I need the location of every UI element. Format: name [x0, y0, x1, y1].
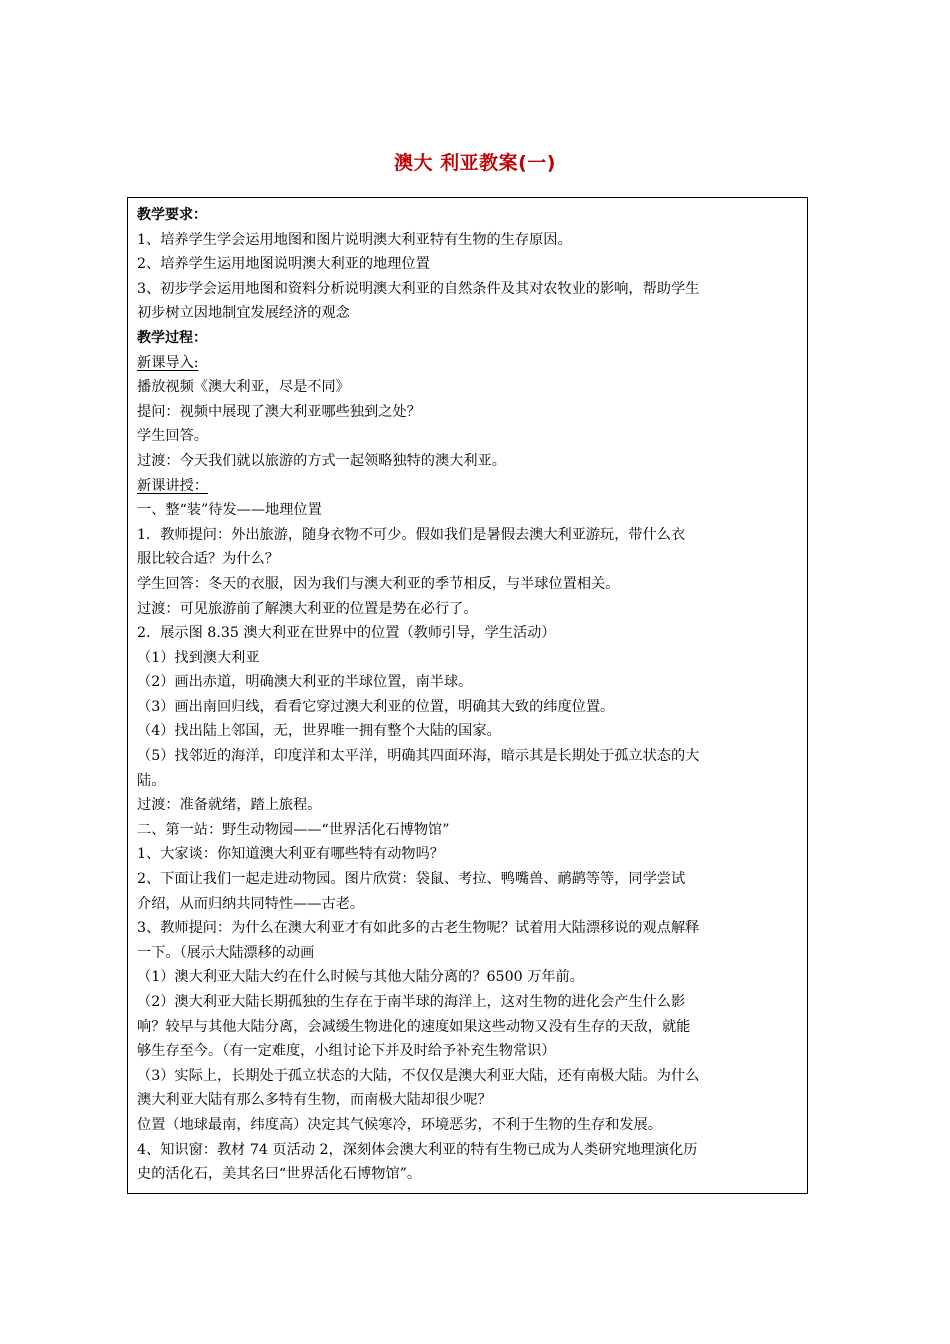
text-line-content: （2）澳大利亚大陆长期孤独的生存在于南半球的海洋上，这对生物的进化会产生什么影	[137, 994, 686, 1010]
text-line	[137, 1088, 798, 1113]
text-line	[137, 842, 798, 867]
text-line-content: 4、知识窗：教材 74 页活动 2，深刻体会澳大利亚的特有生物已成为人类研究地理演化历	[137, 1141, 698, 1158]
text-line-content: 学生回答。	[137, 428, 208, 445]
text-line-content: 过渡：可见旅游前了解澳大利亚的位置是势在必行了。	[137, 600, 478, 617]
text-line	[137, 375, 798, 400]
text-line-content: 位置（地球最南，纬度高）决定其气候寒冷，环境恶劣，不利于生物的生存和发展。	[137, 1116, 662, 1133]
text-line	[137, 1162, 798, 1187]
text-line	[137, 621, 798, 646]
document-title: 澳大 利亚教案(一)	[394, 152, 556, 174]
text-line	[137, 1015, 798, 1040]
text-line-content: 响？较早与其他大陆分离，会减缓生物进化的速度如果这些动物又没有生存的天敌，就能	[137, 1018, 691, 1035]
text-line-content: 教学过程：	[137, 329, 207, 346]
text-line-content: 3、初步学会运用地图和资料分析说明澳大利亚的自然条件及其对农牧业的影响，帮助学生	[137, 280, 700, 297]
text-line-content: （3）画出南回归线，看看它穿过澳大利亚的位置，明确其大致的纬度位置。	[137, 698, 615, 715]
text-line-content: 播放视频《澳大利亚，尽是不同》	[137, 379, 350, 396]
text-line	[137, 351, 798, 376]
text-line-content: （5）找邻近的海洋，印度洋和太平洋，明确其四面环海，暗示其是长期处于孤立状态的大	[137, 748, 700, 765]
text-line-content: 介绍，从而归纳共同特性——古老。	[137, 895, 365, 912]
text-line-content: 3、教师提问：为什么在澳大利亚才有如此多的古老生物呢？试着用大陆漂移说的观点解释	[137, 920, 700, 937]
text-line	[137, 744, 798, 769]
text-line	[137, 301, 798, 326]
text-line	[137, 719, 798, 744]
text-line-content: 过渡：今天我们就以旅游的方式一起领略独特的澳大利亚。	[137, 452, 506, 469]
text-line-content: （4）找出陆上邻国，无，世界唯一拥有整个大陆的国家。	[137, 723, 501, 740]
text-line-content: 二、第一站：野生动物园——“世界活化石博物馆”	[137, 821, 450, 838]
text-line-content: 新课讲授：	[137, 477, 208, 494]
text-line-content: 学生回答：冬天的衣服，因为我们与澳大利亚的季节相反，与半球位置相关。	[137, 575, 620, 592]
text-line-content: 教学要求：	[137, 207, 207, 223]
text-line	[137, 1064, 798, 1089]
text-line-content: （3）实际上，长期处于孤立状态的大陆，不仅仅是澳大利亚大陆，还有南极大陆。为什么	[137, 1067, 700, 1084]
text-line	[137, 867, 798, 892]
text-line	[137, 818, 798, 843]
text-line-content: 过渡：准备就绪，踏上旅程。	[137, 797, 322, 814]
text-line-content: 新课导入:	[137, 354, 199, 371]
text-line-content: 够生存至今。（有一定难度，小组讨论下并及时给予补充生物常识）	[137, 1043, 556, 1060]
text-line-content: 一下。（展示大陆漂移的动画	[137, 944, 315, 961]
text-line-content: 初步树立因地制宜发展经济的观念	[137, 305, 350, 322]
text-line	[137, 695, 798, 720]
text-line	[137, 941, 798, 966]
text-line	[137, 965, 798, 990]
text-line	[137, 646, 798, 671]
text-line	[137, 547, 798, 572]
text-line	[137, 892, 798, 917]
text-line	[137, 670, 798, 695]
text-line	[137, 597, 798, 622]
section-heading	[137, 203, 798, 228]
text-line-content: 2．展示图 8.35 澳大利亚在世界中的位置（教师引导，学生活动）	[137, 625, 556, 642]
text-line-content: 陆。	[137, 772, 166, 789]
text-line-content: 2、培养学生运用地图说明澳大利亚的地理位置	[137, 256, 430, 273]
text-line	[137, 228, 798, 253]
text-line-content: 澳大利亚大陆有那么多特有生物，而南极大陆却很少呢？	[137, 1092, 492, 1109]
lesson-plan-box	[127, 197, 808, 1194]
text-line	[137, 252, 798, 277]
text-line-content: 提问：视频中展现了澳大利亚哪些独到之处？	[137, 403, 421, 420]
text-line-content: 1、大家谈：你知道澳大利亚有哪些特有动物吗？	[137, 846, 444, 863]
text-line	[137, 277, 798, 302]
text-line-content: 2、下面让我们一起走进动物园。图片欣赏：袋鼠、考拉、鸭嘴兽、鸸鹋等等，同学尝试	[137, 871, 686, 888]
text-line	[137, 498, 798, 523]
text-line	[137, 572, 798, 597]
text-line	[137, 400, 798, 425]
text-line-content: 史的活化石，美其名曰“世界活化石博物馆”。	[137, 1166, 422, 1183]
text-line	[137, 523, 798, 548]
text-line-content: （1）澳大利亚大陆大约在什么时候与其他大陆分离的？6500 万年前。	[137, 969, 584, 986]
section-heading	[137, 326, 798, 351]
text-line-content: 1、培养学生学会运用地图和图片说明澳大利亚特有生物的生存原因。	[137, 231, 572, 248]
text-line	[137, 449, 798, 474]
text-line-content: （1）找到澳大利亚	[137, 649, 260, 666]
text-line-content: 1．教师提问：外出旅游，随身衣物不可少。假如我们是暑假去澳大利亚游玩，带什么衣	[137, 526, 686, 543]
text-line	[137, 424, 798, 449]
text-line	[137, 1138, 798, 1163]
text-line	[137, 769, 798, 794]
text-line-content: （2）画出赤道，明确澳大利亚的半球位置，南半球。	[137, 674, 473, 691]
text-line	[137, 1113, 798, 1138]
text-line	[137, 474, 798, 499]
text-line	[137, 916, 798, 941]
text-line-content: 服比较合适？为什么？	[137, 551, 279, 568]
text-line	[137, 793, 798, 818]
text-line	[137, 990, 798, 1015]
text-line	[137, 1039, 798, 1064]
text-line-content: 一、整“装”待发——地理位置	[137, 502, 322, 519]
